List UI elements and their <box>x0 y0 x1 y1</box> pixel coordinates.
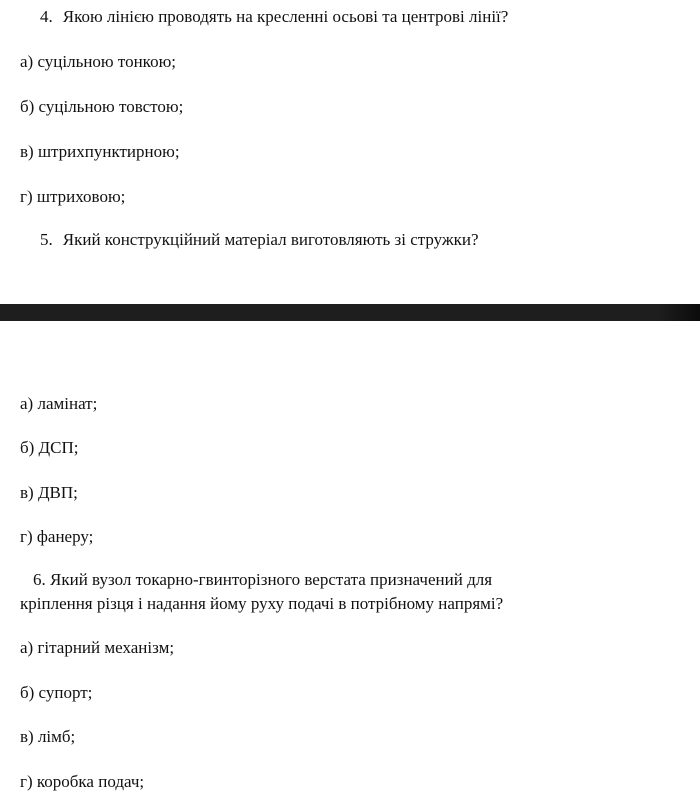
question-6-option-a: а) гітарний механізм; <box>20 638 175 657</box>
question-6-option-c: в) лімб; <box>20 727 76 746</box>
question-6-option-d: г) коробка подач; <box>20 772 145 791</box>
question-4-option-b: б) суцільною товстою; <box>20 97 184 116</box>
question-4-option-c: в) штрихпунктирною; <box>20 142 180 161</box>
question-6-line-1: 6. Який вузол токарно-гвинторізного верстата призначений для <box>33 570 493 589</box>
question-4-number: 4. <box>40 7 53 26</box>
question-5 <box>40 229 479 251</box>
question-5-option-d: г) фанеру; <box>20 527 94 546</box>
question-6-option-b: б) супорт; <box>20 683 93 702</box>
question-5-number: 5. <box>40 230 53 249</box>
question-5-option-b: б) ДСП; <box>20 438 79 457</box>
page-divider-edge <box>658 304 700 321</box>
question-4-text: Якою лінією проводять на кресленні осьові та центрові лінії? <box>62 7 509 26</box>
question-6-line-2: кріплення різця і надання йому руху подачі в потрібному напрямі? <box>20 594 504 613</box>
question-4-option-d: г) штриховою; <box>20 187 126 206</box>
page-divider <box>0 304 700 321</box>
question-5-text: Який конструкційний матеріал виготовляють зі стружки? <box>62 230 479 249</box>
question-4-option-a: а) суцільною тонкою; <box>20 52 177 71</box>
question-5-option-a: а) ламінат; <box>20 394 98 413</box>
question-5-option-c: в) ДВП; <box>20 483 78 502</box>
question-4 <box>40 6 508 28</box>
